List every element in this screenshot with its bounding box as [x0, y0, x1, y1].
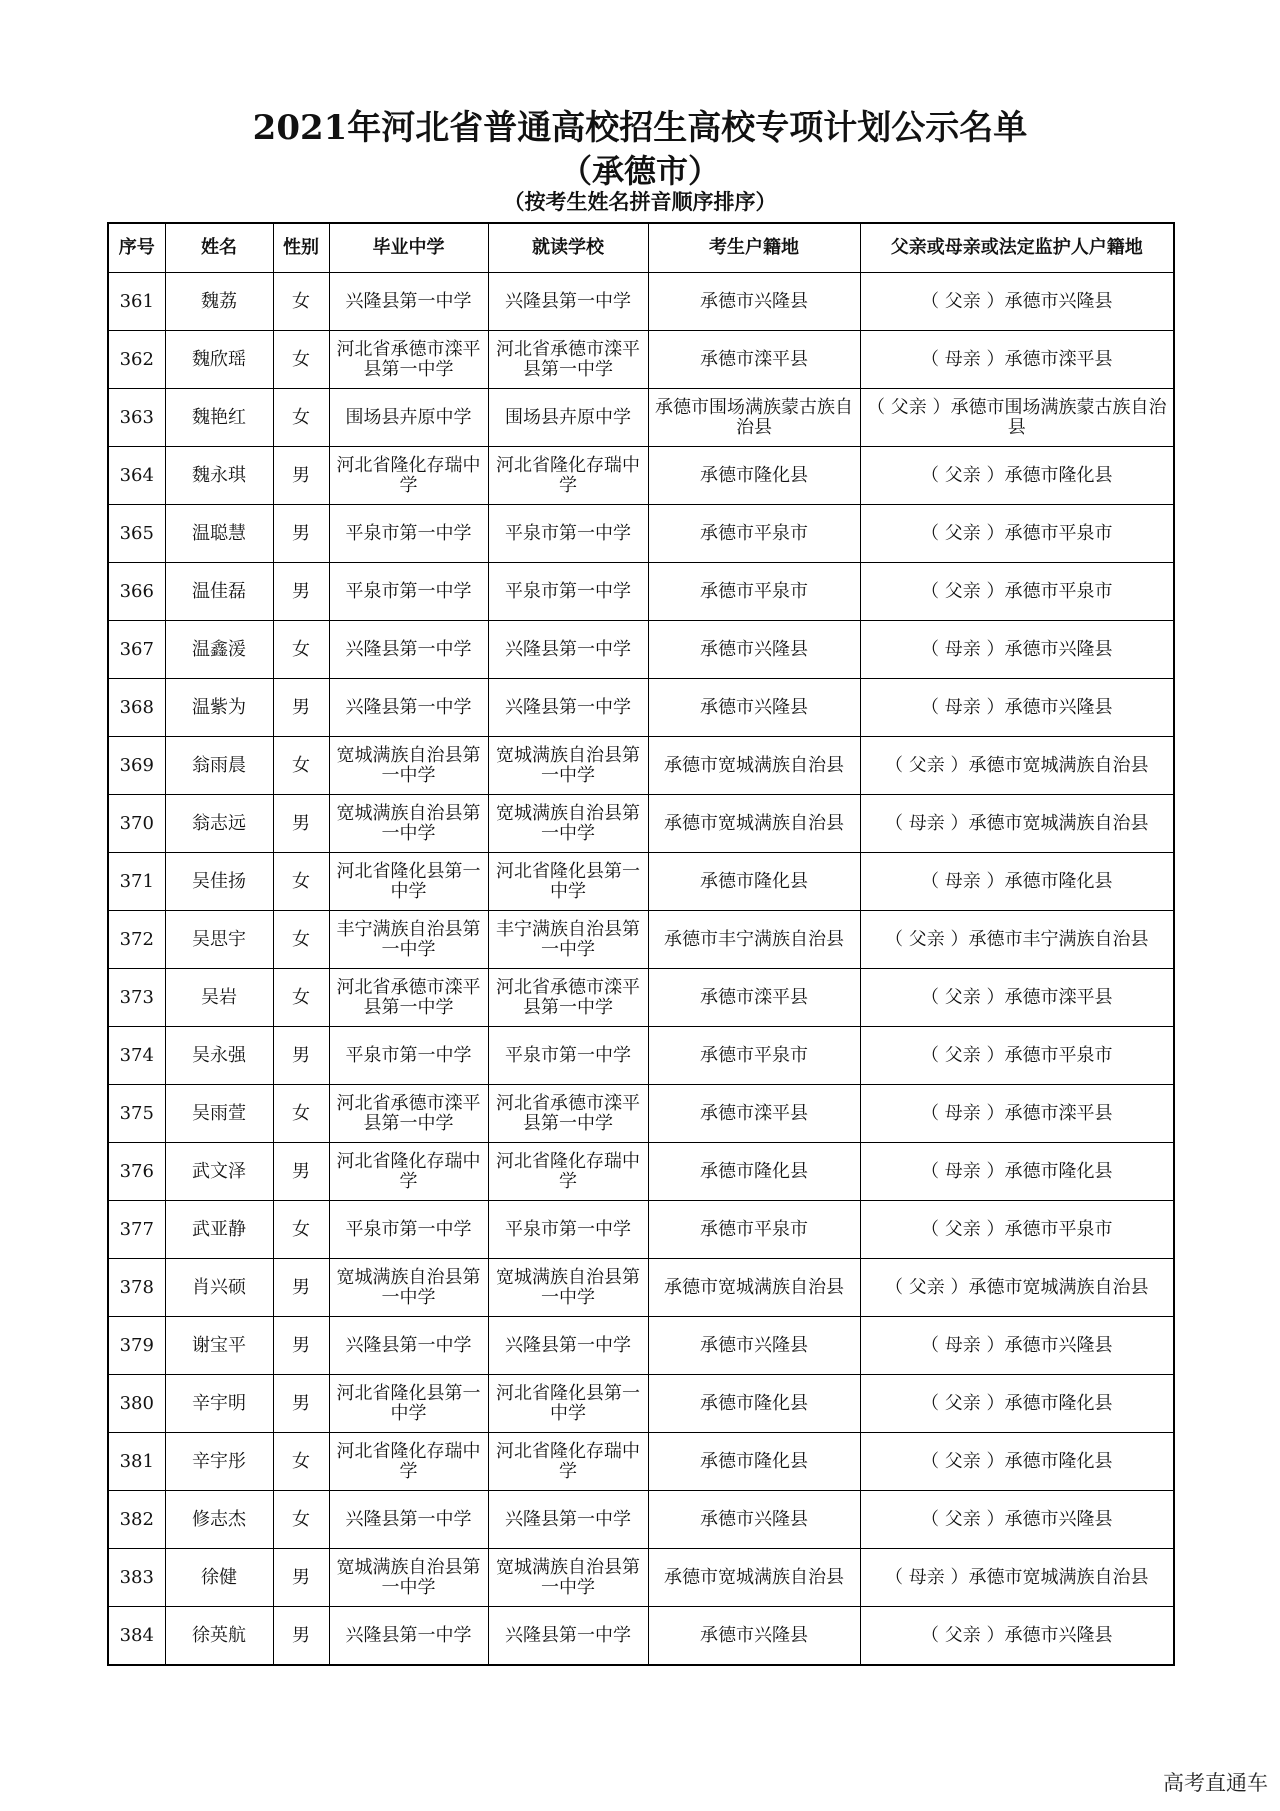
cell-graduation-school: 河北省隆化存瑞中学 — [329, 1433, 488, 1491]
cell-guardian-hukou: （ 母亲 ）承德市隆化县 — [860, 1143, 1174, 1201]
cell-name: 徐英航 — [165, 1607, 273, 1666]
cell-guardian-hukou: （ 母亲 ）承德市宽城满族自治县 — [860, 1549, 1174, 1607]
roster-table — [107, 222, 1175, 1666]
cell-student-hukou: 承德市兴隆县 — [648, 679, 860, 737]
cell-current-school: 围场县卉原中学 — [488, 389, 648, 447]
cell-graduation-school: 围场县卉原中学 — [329, 389, 488, 447]
cell-name: 吴岩 — [165, 969, 273, 1027]
cell-index: 362 — [108, 331, 165, 389]
cell-guardian-hukou: （ 父亲 ）承德市平泉市 — [860, 1027, 1174, 1085]
cell-index: 364 — [108, 447, 165, 505]
cell-student-hukou: 承德市平泉市 — [648, 1201, 860, 1259]
cell-current-school: 宽城满族自治县第一中学 — [488, 1259, 648, 1317]
cell-name: 谢宝平 — [165, 1317, 273, 1375]
cell-gender: 女 — [273, 969, 329, 1027]
cell-guardian-hukou: （ 父亲 ）承德市平泉市 — [860, 563, 1174, 621]
cell-current-school: 河北省承德市滦平县第一中学 — [488, 969, 648, 1027]
table-row — [108, 1433, 1174, 1491]
table-row — [108, 911, 1174, 969]
cell-index: 377 — [108, 1201, 165, 1259]
table-row — [108, 853, 1174, 911]
cell-gender: 女 — [273, 389, 329, 447]
cell-index: 370 — [108, 795, 165, 853]
cell-gender: 男 — [273, 1027, 329, 1085]
cell-student-hukou: 承德市宽城满族自治县 — [648, 1259, 860, 1317]
document-title: 2021年河北省普通高校招生高校专项计划公示名单 — [252, 108, 1028, 148]
cell-current-school: 宽城满族自治县第一中学 — [488, 1549, 648, 1607]
cell-student-hukou: 承德市隆化县 — [648, 853, 860, 911]
cell-guardian-hukou: （ 父亲 ）承德市兴隆县 — [860, 273, 1174, 331]
table-row — [108, 1491, 1174, 1549]
col-header-index: 序号 — [108, 223, 165, 273]
cell-student-hukou: 承德市围场满族蒙古族自治县 — [648, 389, 860, 447]
col-header-gender: 性别 — [273, 223, 329, 273]
cell-gender: 女 — [273, 331, 329, 389]
table-row — [108, 1259, 1174, 1317]
cell-current-school: 河北省承德市滦平县第一中学 — [488, 331, 648, 389]
cell-gender: 女 — [273, 1085, 329, 1143]
cell-current-school: 兴隆县第一中学 — [488, 273, 648, 331]
cell-current-school: 宽城满族自治县第一中学 — [488, 795, 648, 853]
document-subtitle: （承德市） — [559, 152, 720, 190]
cell-name: 魏欣瑶 — [165, 331, 273, 389]
table-row — [108, 679, 1174, 737]
cell-name: 温鑫湲 — [165, 621, 273, 679]
cell-index: 365 — [108, 505, 165, 563]
cell-name: 翁志远 — [165, 795, 273, 853]
cell-graduation-school: 平泉市第一中学 — [329, 1201, 488, 1259]
cell-guardian-hukou: （ 母亲 ）承德市滦平县 — [860, 1085, 1174, 1143]
cell-name: 温佳磊 — [165, 563, 273, 621]
cell-current-school: 平泉市第一中学 — [488, 1201, 648, 1259]
cell-index: 372 — [108, 911, 165, 969]
table-row — [108, 273, 1174, 331]
cell-name: 辛宇明 — [165, 1375, 273, 1433]
cell-student-hukou: 承德市宽城满族自治县 — [648, 737, 860, 795]
cell-current-school: 兴隆县第一中学 — [488, 1607, 648, 1666]
cell-name: 吴佳扬 — [165, 853, 273, 911]
cell-current-school: 兴隆县第一中学 — [488, 621, 648, 679]
col-header-name: 姓名 — [165, 223, 273, 273]
cell-student-hukou: 承德市隆化县 — [648, 447, 860, 505]
cell-current-school: 河北省隆化存瑞中学 — [488, 1143, 648, 1201]
cell-student-hukou: 承德市兴隆县 — [648, 1491, 860, 1549]
table-row — [108, 1375, 1174, 1433]
roster-body — [108, 273, 1174, 1666]
cell-gender: 女 — [273, 621, 329, 679]
cell-guardian-hukou: （ 父亲 ）承德市平泉市 — [860, 505, 1174, 563]
cell-student-hukou: 承德市滦平县 — [648, 969, 860, 1027]
cell-name: 吴思宇 — [165, 911, 273, 969]
cell-student-hukou: 承德市宽城满族自治县 — [648, 795, 860, 853]
table-row — [108, 1607, 1174, 1666]
cell-name: 翁雨晨 — [165, 737, 273, 795]
cell-current-school: 河北省隆化县第一中学 — [488, 853, 648, 911]
cell-name: 吴永强 — [165, 1027, 273, 1085]
col-header-graduation-school: 毕业中学 — [329, 223, 488, 273]
table-row — [108, 389, 1174, 447]
cell-student-hukou: 承德市兴隆县 — [648, 273, 860, 331]
cell-guardian-hukou: （ 父亲 ）承德市丰宁满族自治县 — [860, 911, 1174, 969]
cell-student-hukou: 承德市平泉市 — [648, 1027, 860, 1085]
cell-student-hukou: 承德市兴隆县 — [648, 1317, 860, 1375]
cell-gender: 男 — [273, 563, 329, 621]
cell-current-school: 平泉市第一中学 — [488, 1027, 648, 1085]
table-row — [108, 1085, 1174, 1143]
col-header-current-school: 就读学校 — [488, 223, 648, 273]
cell-student-hukou: 承德市隆化县 — [648, 1143, 860, 1201]
cell-index: 383 — [108, 1549, 165, 1607]
table-row — [108, 969, 1174, 1027]
cell-guardian-hukou: （ 父亲 ）承德市宽城满族自治县 — [860, 737, 1174, 795]
table-row — [108, 563, 1174, 621]
cell-current-school: 平泉市第一中学 — [488, 505, 648, 563]
cell-graduation-school: 宽城满族自治县第一中学 — [329, 1259, 488, 1317]
cell-gender: 男 — [273, 1607, 329, 1666]
cell-gender: 女 — [273, 853, 329, 911]
col-header-student-hukou: 考生户籍地 — [648, 223, 860, 273]
cell-index: 368 — [108, 679, 165, 737]
cell-gender: 女 — [273, 911, 329, 969]
cell-student-hukou: 承德市平泉市 — [648, 563, 860, 621]
cell-graduation-school: 河北省隆化县第一中学 — [329, 853, 488, 911]
table-row — [108, 1549, 1174, 1607]
cell-index: 378 — [108, 1259, 165, 1317]
cell-index: 369 — [108, 737, 165, 795]
cell-name: 魏荔 — [165, 273, 273, 331]
cell-current-school: 兴隆县第一中学 — [488, 1491, 648, 1549]
cell-current-school: 河北省隆化存瑞中学 — [488, 1433, 648, 1491]
cell-index: 375 — [108, 1085, 165, 1143]
cell-index: 363 — [108, 389, 165, 447]
table-row — [108, 505, 1174, 563]
cell-graduation-school: 河北省隆化存瑞中学 — [329, 447, 488, 505]
cell-student-hukou: 承德市滦平县 — [648, 331, 860, 389]
cell-student-hukou: 承德市宽城满族自治县 — [648, 1549, 860, 1607]
cell-graduation-school: 河北省承德市滦平县第一中学 — [329, 969, 488, 1027]
cell-name: 辛宇彤 — [165, 1433, 273, 1491]
cell-graduation-school: 河北省承德市滦平县第一中学 — [329, 331, 488, 389]
cell-gender: 男 — [273, 679, 329, 737]
cell-graduation-school: 宽城满族自治县第一中学 — [329, 737, 488, 795]
cell-gender: 男 — [273, 1549, 329, 1607]
cell-index: 366 — [108, 563, 165, 621]
cell-graduation-school: 丰宁满族自治县第一中学 — [329, 911, 488, 969]
cell-name: 温紫为 — [165, 679, 273, 737]
cell-gender: 女 — [273, 1201, 329, 1259]
cell-guardian-hukou: （ 母亲 ）承德市兴隆县 — [860, 679, 1174, 737]
cell-graduation-school: 宽城满族自治县第一中学 — [329, 1549, 488, 1607]
cell-graduation-school: 平泉市第一中学 — [329, 563, 488, 621]
cell-guardian-hukou: （ 父亲 ）承德市平泉市 — [860, 1201, 1174, 1259]
cell-guardian-hukou: （ 父亲 ）承德市兴隆县 — [860, 1491, 1174, 1549]
table-row — [108, 331, 1174, 389]
cell-name: 温聪慧 — [165, 505, 273, 563]
cell-graduation-school: 兴隆县第一中学 — [329, 273, 488, 331]
cell-index: 381 — [108, 1433, 165, 1491]
cell-index: 361 — [108, 273, 165, 331]
cell-student-hukou: 承德市丰宁满族自治县 — [648, 911, 860, 969]
cell-graduation-school: 兴隆县第一中学 — [329, 1607, 488, 1666]
cell-name: 武亚静 — [165, 1201, 273, 1259]
cell-graduation-school: 兴隆县第一中学 — [329, 679, 488, 737]
cell-guardian-hukou: （ 父亲 ）承德市宽城满族自治县 — [860, 1259, 1174, 1317]
cell-graduation-school: 兴隆县第一中学 — [329, 621, 488, 679]
cell-guardian-hukou: （ 母亲 ）承德市兴隆县 — [860, 621, 1174, 679]
cell-index: 382 — [108, 1491, 165, 1549]
table-row — [108, 621, 1174, 679]
cell-gender: 男 — [273, 447, 329, 505]
cell-name: 武文泽 — [165, 1143, 273, 1201]
cell-student-hukou: 承德市隆化县 — [648, 1433, 860, 1491]
cell-graduation-school: 河北省承德市滦平县第一中学 — [329, 1085, 488, 1143]
cell-student-hukou: 承德市隆化县 — [648, 1375, 860, 1433]
cell-graduation-school: 平泉市第一中学 — [329, 505, 488, 563]
cell-guardian-hukou: （ 父亲 ）承德市隆化县 — [860, 1433, 1174, 1491]
cell-index: 374 — [108, 1027, 165, 1085]
cell-gender: 女 — [273, 1433, 329, 1491]
cell-index: 384 — [108, 1607, 165, 1666]
cell-guardian-hukou: （ 母亲 ）承德市兴隆县 — [860, 1317, 1174, 1375]
cell-graduation-school: 兴隆县第一中学 — [329, 1491, 488, 1549]
cell-index: 373 — [108, 969, 165, 1027]
sort-note: （按考生姓名拼音顺序排序） — [503, 189, 777, 214]
cell-index: 367 — [108, 621, 165, 679]
cell-student-hukou: 承德市平泉市 — [648, 505, 860, 563]
cell-guardian-hukou: （ 母亲 ）承德市隆化县 — [860, 853, 1174, 911]
cell-current-school: 宽城满族自治县第一中学 — [488, 737, 648, 795]
cell-current-school: 河北省承德市滦平县第一中学 — [488, 1085, 648, 1143]
cell-gender: 女 — [273, 737, 329, 795]
cell-student-hukou: 承德市兴隆县 — [648, 1607, 860, 1666]
cell-current-school: 平泉市第一中学 — [488, 563, 648, 621]
cell-current-school: 兴隆县第一中学 — [488, 1317, 648, 1375]
table-row — [108, 795, 1174, 853]
cell-name: 魏永琪 — [165, 447, 273, 505]
cell-guardian-hukou: （ 父亲 ）承德市隆化县 — [860, 1375, 1174, 1433]
cell-guardian-hukou: （ 父亲 ）承德市围场满族蒙古族自治县 — [860, 389, 1174, 447]
cell-student-hukou: 承德市滦平县 — [648, 1085, 860, 1143]
cell-guardian-hukou: （ 父亲 ）承德市滦平县 — [860, 969, 1174, 1027]
cell-graduation-school: 河北省隆化存瑞中学 — [329, 1143, 488, 1201]
cell-graduation-school: 平泉市第一中学 — [329, 1027, 488, 1085]
cell-guardian-hukou: （ 母亲 ）承德市滦平县 — [860, 331, 1174, 389]
cell-gender: 男 — [273, 1143, 329, 1201]
cell-current-school: 河北省隆化存瑞中学 — [488, 447, 648, 505]
table-row — [108, 1027, 1174, 1085]
table-row — [108, 447, 1174, 505]
cell-gender: 男 — [273, 1259, 329, 1317]
cell-gender: 男 — [273, 505, 329, 563]
cell-current-school: 丰宁满族自治县第一中学 — [488, 911, 648, 969]
cell-index: 376 — [108, 1143, 165, 1201]
cell-gender: 女 — [273, 273, 329, 331]
cell-graduation-school: 宽城满族自治县第一中学 — [329, 795, 488, 853]
table-row — [108, 1143, 1174, 1201]
cell-gender: 男 — [273, 1375, 329, 1433]
table-row — [108, 737, 1174, 795]
watermark-text: 高考直通车 — [1163, 1771, 1268, 1795]
cell-name: 魏艳红 — [165, 389, 273, 447]
cell-index: 371 — [108, 853, 165, 911]
table-row — [108, 1317, 1174, 1375]
cell-gender: 男 — [273, 1317, 329, 1375]
cell-index: 379 — [108, 1317, 165, 1375]
cell-name: 肖兴硕 — [165, 1259, 273, 1317]
cell-index: 380 — [108, 1375, 165, 1433]
cell-name: 徐健 — [165, 1549, 273, 1607]
cell-guardian-hukou: （ 父亲 ）承德市兴隆县 — [860, 1607, 1174, 1666]
cell-graduation-school: 河北省隆化县第一中学 — [329, 1375, 488, 1433]
cell-name: 吴雨萱 — [165, 1085, 273, 1143]
cell-guardian-hukou: （ 父亲 ）承德市隆化县 — [860, 447, 1174, 505]
cell-guardian-hukou: （ 母亲 ）承德市宽城满族自治县 — [860, 795, 1174, 853]
cell-student-hukou: 承德市兴隆县 — [648, 621, 860, 679]
table-row — [108, 1201, 1174, 1259]
cell-gender: 女 — [273, 1491, 329, 1549]
cell-graduation-school: 兴隆县第一中学 — [329, 1317, 488, 1375]
table-header-row — [108, 223, 1174, 273]
cell-current-school: 兴隆县第一中学 — [488, 679, 648, 737]
cell-current-school: 河北省隆化县第一中学 — [488, 1375, 648, 1433]
col-header-guardian-hukou: 父亲或母亲或法定监护人户籍地 — [860, 223, 1174, 273]
cell-gender: 男 — [273, 795, 329, 853]
cell-name: 修志杰 — [165, 1491, 273, 1549]
